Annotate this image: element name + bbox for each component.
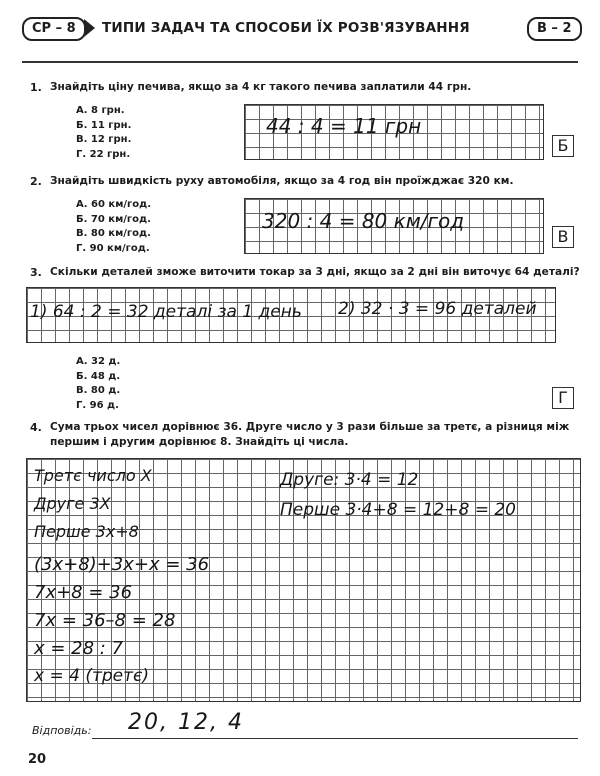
header-rule	[22, 61, 578, 63]
q4-text-line2: першим і другим дорівнює 8. Знайдіть ці числа.	[50, 436, 349, 448]
page-number: 20	[28, 752, 47, 767]
q2-text: Знайдіть швидкість руху автомобіля, якщо за 4 год він проїжджає 320 км.	[50, 175, 514, 187]
q3-option-a[interactable]: А. 32 д.	[76, 356, 121, 367]
q1-answer-box[interactable]: Б	[552, 135, 574, 157]
q3-option-d[interactable]: Г. 96 д.	[76, 399, 119, 411]
q3-work-step1[interactable]: 1) 64 : 2 = 32 деталі за 1 день	[30, 302, 302, 322]
q2-answer-box[interactable]: В	[552, 226, 574, 248]
q4-line-6[interactable]: 7х = 36–8 = 28	[34, 610, 176, 631]
q2-work-text[interactable]: 320 : 4 = 80 км/год	[262, 209, 465, 233]
q4-right-line-2[interactable]: Перше 3·4+8 = 12+8 = 20	[280, 500, 516, 520]
q1-work-text[interactable]: 44 : 4 = 11 грн	[266, 114, 422, 138]
q2-option-c[interactable]: В. 80 км/год.	[76, 228, 151, 239]
q2-option-d[interactable]: Г. 90 км/год.	[76, 242, 150, 254]
q4-number: 4.	[30, 421, 42, 434]
q3-answer-box[interactable]: Г	[552, 387, 574, 409]
page-title: ТИПИ ЗАДАЧ ТА СПОСОБИ ЇХ РОЗВ'ЯЗУВАННЯ	[102, 20, 470, 36]
q4-line-5[interactable]: 7х+8 = 36	[34, 582, 133, 603]
q1-options	[76, 104, 131, 162]
q1-number: 1.	[30, 81, 42, 94]
q4-left-work	[34, 466, 209, 694]
q3-option-b[interactable]: Б. 48 д.	[76, 370, 121, 382]
q3-text: Скільки деталей зможе виточити токар за 3 дні, якщо за 2 дні він виточує 64 деталі?	[50, 266, 580, 278]
q4-line-4[interactable]: (3х+8)+3х+х = 36	[34, 554, 210, 575]
variant-badge	[527, 17, 582, 41]
q4-line-7[interactable]: х = 28 : 7	[34, 638, 124, 659]
q4-right-line-1[interactable]: Друге: 3·4 = 12	[280, 470, 419, 490]
q4-line-8[interactable]: х = 4 (третє)	[34, 666, 149, 686]
q4-text-line1: Сума трьох чисел дорівнює 36. Друге число у 3 рази більше за третє, а різниця між	[50, 421, 570, 433]
q1-text: Знайдіть ціну печива, якщо за 4 кг такого печива заплатили 44 грн.	[50, 81, 472, 93]
badge-arrow-icon	[84, 19, 95, 37]
q3-option-c[interactable]: В. 80 д.	[76, 385, 121, 396]
answer-line	[92, 738, 578, 739]
section-badge-label: СР – 8	[32, 21, 76, 36]
q3-work-step2[interactable]: 2) 32 · 3 = 96 деталей	[338, 299, 537, 319]
q4-line-3[interactable]: Перше 3х+8	[34, 522, 139, 541]
q3-options	[76, 355, 120, 413]
q4-line-1[interactable]: Третє число Х	[34, 466, 152, 485]
q1-option-a[interactable]: А. 8 грн.	[76, 105, 125, 116]
q3-number: 3.	[30, 266, 42, 279]
answer-label: Відповідь:	[32, 724, 92, 737]
variant-badge-label: В – 2	[537, 21, 572, 36]
q2-options	[76, 198, 151, 256]
q4-line-2[interactable]: Друге 3Х	[34, 494, 111, 513]
q4-right-work	[280, 470, 516, 530]
q1-option-d[interactable]: Г. 22 грн.	[76, 148, 131, 160]
answer-value[interactable]: 20, 12, 4	[128, 710, 244, 735]
q1-option-c[interactable]: В. 12 грн.	[76, 134, 132, 145]
section-badge	[22, 17, 86, 41]
q2-option-a[interactable]: А. 60 км/год.	[76, 199, 151, 210]
q2-option-b[interactable]: Б. 70 км/год.	[76, 213, 151, 225]
q1-option-b[interactable]: Б. 11 грн.	[76, 119, 132, 131]
q2-number: 2.	[30, 175, 42, 188]
